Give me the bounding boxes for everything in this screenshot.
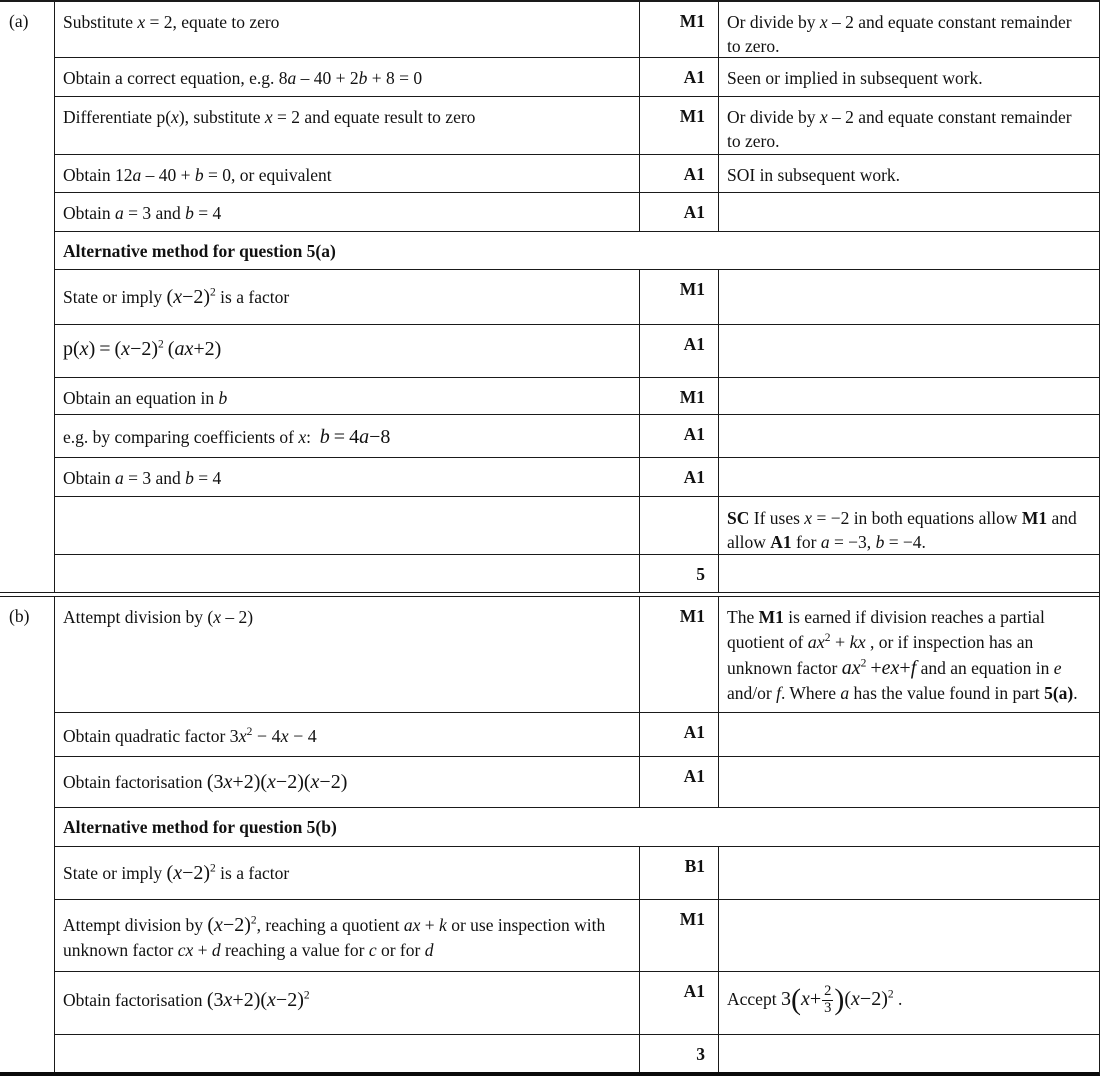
mark-row — [55, 458, 1099, 497]
mark-row — [55, 972, 1099, 1035]
guidance-cell: Or divide by x – 2 and equate constant remainder to zero. — [727, 12, 1072, 56]
mark-row — [55, 713, 1099, 757]
mark-cell — [640, 497, 719, 554]
mark-row — [55, 58, 1099, 97]
guidance-cell: The M1 is earned if division reaches a partial quotient of $ax^2$ + kx , or if inspection has an unknown factor $ax^2 +ex+f$ and an equation in e and/or f. Where a has the value found in part 5(a). — [727, 607, 1078, 704]
answer-cell: Obtain factorisation (3x+2)(x−2)(x−2) — [55, 757, 640, 807]
mark-row — [55, 757, 1099, 808]
alternative-method-header — [55, 808, 1099, 847]
answer-cell: $p(x) = (x-2)^2$ (ax+2) — [55, 325, 640, 377]
mark-row — [55, 155, 1099, 193]
mark-row — [55, 193, 1099, 232]
guidance-cell — [719, 325, 1099, 377]
answer-cell: State or imply $(x-2)^2$ is a factor — [55, 847, 640, 899]
mark-row — [55, 415, 1099, 458]
total-marks-cell: 5 — [640, 555, 719, 592]
mark-row — [55, 325, 1099, 378]
answer-cell: Substitute x = 2, equate to zero — [55, 2, 640, 57]
alternative-method-title: Alternative method for question 5(b) — [63, 817, 337, 837]
mark-cell: A1 — [640, 325, 719, 377]
section-part-a — [0, 2, 1099, 592]
part-label: (b) — [0, 597, 55, 1072]
mark-row — [55, 97, 1099, 155]
guidance-cell — [719, 378, 1099, 414]
section-a-rows — [55, 2, 1099, 592]
mark-cell: A1 — [640, 458, 719, 496]
mark-cell: A1 — [640, 155, 719, 192]
guidance-cell: SOI in subsequent work. — [727, 165, 901, 185]
mark-cell: M1 — [640, 378, 719, 414]
mark-cell: A1 — [640, 193, 719, 231]
answer-cell: Obtain a = 3 and b = 4 — [55, 458, 640, 496]
mark-cell: A1 — [640, 58, 719, 96]
mark-row — [55, 270, 1099, 325]
guidance-cell — [719, 415, 1099, 457]
guidance-cell: SC If uses x = −2 in both equations allow M1 and allow A1 for a = −3, b = −4. — [727, 508, 1077, 552]
answer-cell: Obtain a correct equation, e.g. 8a – 40 + 2b + 8 = 0 — [55, 58, 640, 96]
guidance-cell — [719, 270, 1099, 324]
guidance-cell — [719, 1035, 1099, 1072]
mark-row — [55, 378, 1099, 415]
guidance-cell — [719, 458, 1099, 496]
mark-row — [55, 847, 1099, 900]
answer-cell: Differentiate p(x), substitute x = 2 and equate result to zero — [55, 97, 640, 154]
mark-cell: A1 — [640, 713, 719, 756]
guidance-cell — [719, 555, 1099, 592]
answer-cell — [55, 497, 640, 554]
answer-cell: Obtain 12a – 40 + b = 0, or equivalent — [55, 155, 640, 192]
answer-cell: Obtain factorisation $(3x+2)(x-2)^2$ — [55, 972, 640, 1034]
mark-row — [55, 900, 1099, 972]
answer-cell: Attempt division by (x – 2) — [55, 597, 640, 712]
guidance-cell — [719, 900, 1099, 971]
answer-cell: State or imply $(x-2)^2$ is a factor — [55, 270, 640, 324]
mark-cell: M1 — [640, 900, 719, 971]
guidance-cell — [719, 713, 1099, 756]
section-part-b — [0, 597, 1099, 1072]
special-case-row — [55, 497, 1099, 555]
guidance-cell: Seen or implied in subsequent work. — [727, 68, 983, 88]
mark-cell: A1 — [640, 757, 719, 807]
total-marks-row — [55, 1035, 1099, 1072]
guidance-cell — [719, 757, 1099, 807]
mark-cell: M1 — [640, 2, 719, 57]
part-label: (a) — [0, 2, 55, 592]
guidance-cell: Accept 3(x+ $\frac{2}{3}$ )$(x-2)^2$ . — [727, 983, 903, 1017]
total-marks-row — [55, 555, 1099, 592]
guidance-cell — [719, 847, 1099, 899]
mark-cell: M1 — [640, 597, 719, 712]
mark-cell: B1 — [640, 847, 719, 899]
answer-cell: e.g. by comparing coefficients of x: b = 4a−8 — [55, 415, 640, 457]
mark-cell: M1 — [640, 270, 719, 324]
answer-cell — [55, 555, 640, 592]
mark-row — [55, 597, 1099, 713]
mark-cell: A1 — [640, 415, 719, 457]
answer-cell — [55, 1035, 640, 1072]
mark-cell: A1 — [640, 972, 719, 1034]
answer-cell: Obtain an equation in b — [55, 378, 640, 414]
alternative-method-title: Alternative method for question 5(a) — [63, 241, 336, 261]
mark-row — [55, 2, 1099, 58]
answer-cell: Obtain quadratic factor $3x^2 - 4x - 4$ — [55, 713, 640, 756]
answer-cell: Obtain a = 3 and b = 4 — [55, 193, 640, 231]
alternative-method-header — [55, 232, 1099, 270]
total-marks-cell: 3 — [640, 1035, 719, 1072]
guidance-cell: Or divide by x – 2 and equate constant remainder to zero. — [727, 107, 1072, 151]
mark-cell: M1 — [640, 97, 719, 154]
guidance-cell — [719, 193, 1099, 231]
section-b-rows — [55, 597, 1099, 1072]
answer-cell: Attempt division by $(x-2)^2$, reaching a quotient ax + k or use inspection with unknown factor cx + d reaching a value for c or for d — [55, 900, 640, 971]
